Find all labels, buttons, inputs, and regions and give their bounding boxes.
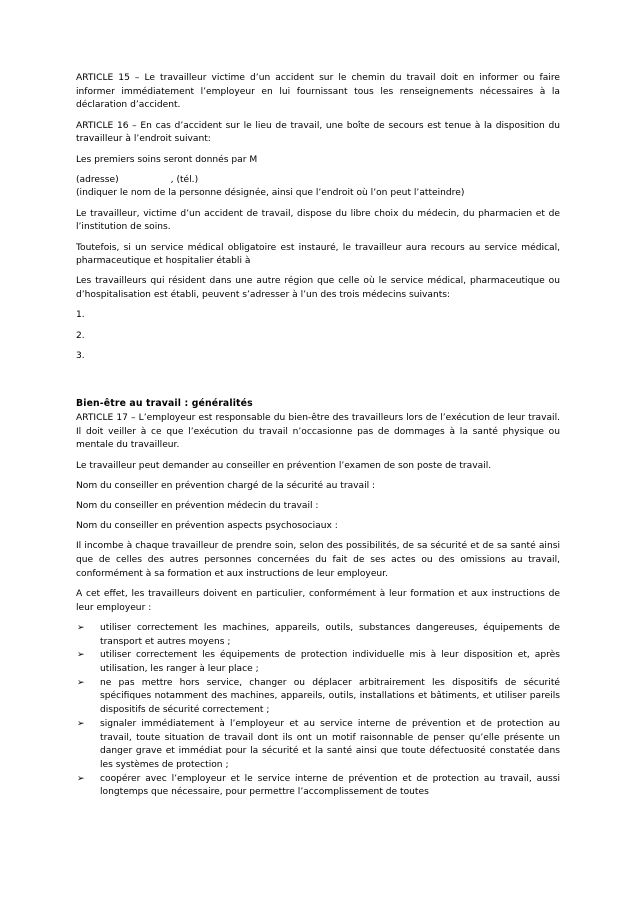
- paragraph-premiers-soins: Les premiers soins seront donnés par M: [76, 154, 258, 165]
- list-item: [76, 718, 560, 773]
- paragraph-article-16: ARTICLE 16 – En cas d’accident sur le lieu de travail, une boîte de secours est tenue à la disposition du travailleur à l’endroit suivant:: [76, 120, 560, 145]
- list-item: [76, 622, 560, 649]
- paragraph-article-17: ARTICLE 17 – L’employeur est responsable du bien-être des travailleurs lors de l’exécution de leur travail. Il doit veiller à ce que l’exécution du travail n’occasionne pas de dommages à la santé physique ou mentale du travailleur.: [76, 412, 560, 451]
- list-item-text: coopérer avec l’employeur et le service interne de prévention et de protection au travail, aussi longtemps que nécessaire, pour permettre l’accomplissement de toutes: [100, 773, 560, 798]
- line-adresse-tel: [76, 174, 560, 188]
- paragraph-libre-choix: Le travailleur, victime d’un accident de travail, dispose du libre choix du médecin, du pharmacien et de l’institution de soins.: [76, 208, 560, 233]
- numbered-item-2: 2.: [76, 330, 85, 341]
- paragraph-article-15: ARTICLE 15 – Le travailleur victime d’un accident sur le chemin du travail doit en informer ou faire informer immédiatement l’employeur en lui fournissant tous les renseignements nécessaires à la déclaration d’accident.: [76, 73, 560, 111]
- paragraph-incombe: Il incombe à chaque travailleur de prendre soin, selon des possibilités, de sa sécurité et de sa santé ainsi que de celles des autres personnes concernées du fait de ses actes ou des omissions au travail, conformément à sa formation et aux instructions de leur employeur.: [76, 541, 560, 579]
- label-telephone: , (tél.): [170, 174, 199, 185]
- list-item-text: utiliser correctement les machines, appareils, outils, substances dangereuses, équipements de transport et autres moyens ;: [100, 622, 560, 647]
- arrow-bullet-icon: ➢: [77, 650, 85, 661]
- field-nom-conseiller-psychosociaux: Nom du conseiller en prévention aspects psychosociaux :: [76, 521, 338, 532]
- arrow-bullet-icon: ➢: [77, 773, 85, 784]
- paragraph-toutefois: Toutefois, si un service médical obligatoire est instauré, le travailleur aura recours au service médical, pharmaceutique et hospitalier établi à: [76, 242, 560, 267]
- arrow-bullet-icon: ➢: [77, 677, 85, 688]
- list-item: [76, 649, 560, 676]
- numbered-item-3: 3.: [76, 350, 85, 361]
- arrow-bullet-icon: ➢: [77, 622, 85, 633]
- list-item-text: signaler immédiatement à l’employeur et au service interne de prévention et de protection au travail, toute situation de travail dont ils ont un motif raisonnable de penser qu’elle présente un danger grave et immédiat pour la sécurité et la santé ainsi que toute défectuosité constatée dans les systèmes de protection ;: [100, 718, 560, 770]
- document-body: [76, 72, 560, 800]
- list-item: [76, 773, 560, 800]
- paragraph-a-cet-effet: A cet effet, les travailleurs doivent en particulier, conformément à leur formation et aux instructions de leur employeur :: [76, 588, 560, 613]
- page-title-bien-etre: Bien-être au travail : généralités: [76, 397, 253, 409]
- numbered-item-1: 1.: [76, 310, 85, 321]
- label-adresse: (adresse): [76, 174, 119, 185]
- field-nom-conseiller-medecin: Nom du conseiller en prévention médecin du travail :: [76, 500, 319, 511]
- paragraph-travailleurs-residents: Les travailleurs qui résident dans une autre région que celle où le service médical, pharmaceutique ou d’hospitalisation est établi, peuvent s’adresser à l’un des trois médecins suivants:: [76, 276, 560, 301]
- obligations-bullet-list: [76, 622, 560, 800]
- line-indiquer-nom: (indiquer le nom de la personne désignée, ainsi que l’endroit où l’on peut l’atteindre): [76, 188, 465, 199]
- section-spacer: [76, 370, 560, 397]
- list-item: [76, 677, 560, 718]
- list-item-text: ne pas mettre hors service, changer ou déplacer arbitrairement les dispositifs de sécurité spécifiques notamment des machines, appareils, outils, installations et bâtiments, et utiliser pareils dispositifs de sécurité correctement ;: [100, 677, 560, 716]
- field-nom-conseiller-securite: Nom du conseiller en prévention chargé de la sécurité au travail :: [76, 480, 376, 491]
- list-item-text: utiliser correctement les équipements de protection individuelle mis à leur disposition et, après utilisation, les ranger à leur place ;: [100, 650, 560, 674]
- arrow-bullet-icon: ➢: [77, 718, 85, 729]
- paragraph-examen-poste: Le travailleur peut demander au conseiller en prévention l’examen de son poste de travail.: [76, 460, 492, 471]
